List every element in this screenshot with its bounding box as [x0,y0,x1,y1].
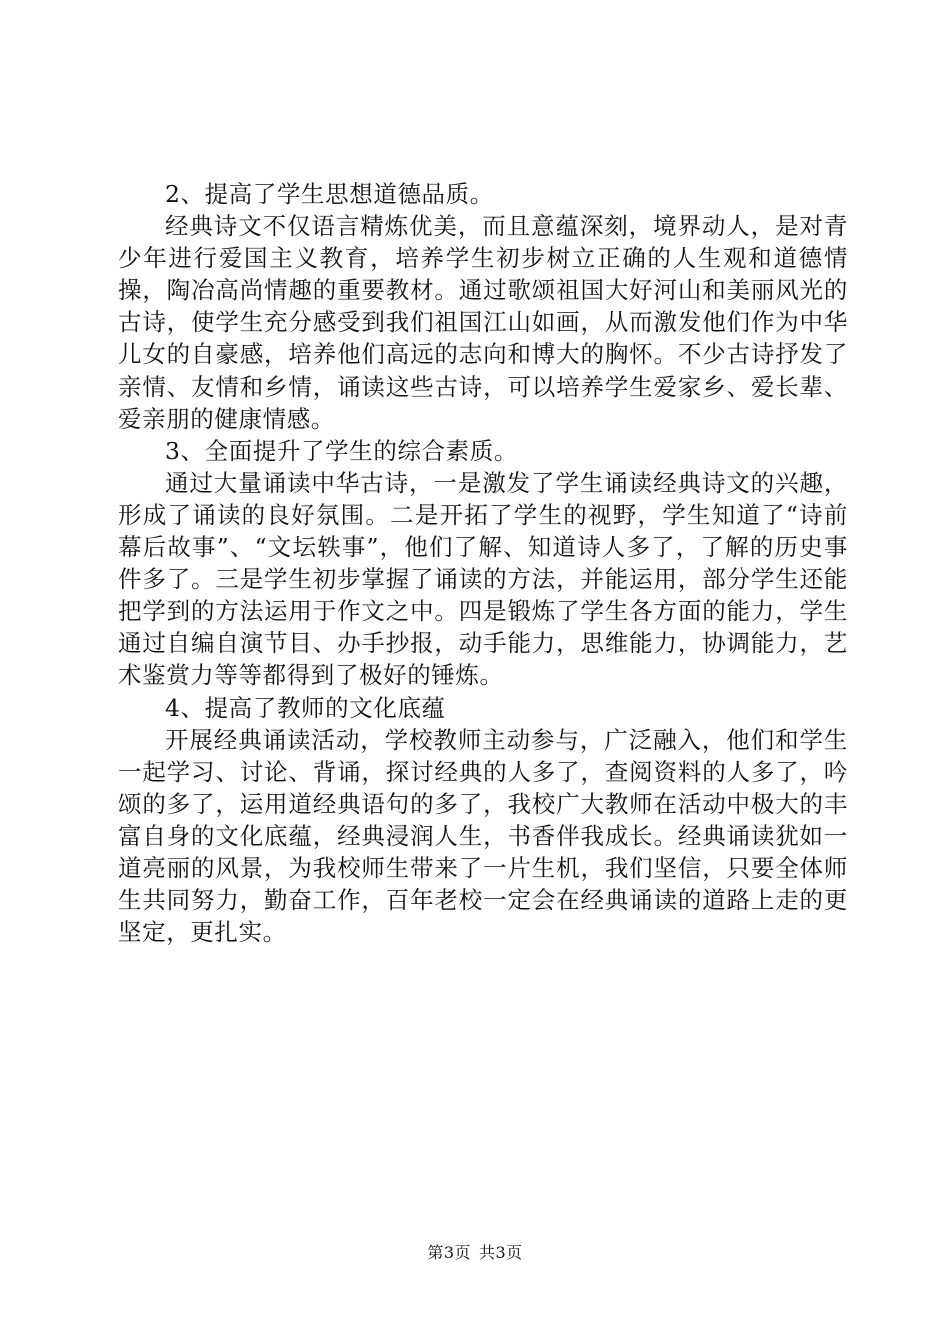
body-paragraph-teacher-culture: 开展经典诵读活动，学校教师主动参与，广泛融入，他们和学生一起学习、讨论、背诵，探讨经典的人多了，查阅资料的人多了，吟颂的多了，运用道经典语句的多了，我校广大教师在活动中极大的丰富自身的文化底蕴，经典浸润人生，书香伴我成长。经典诵读犹如一道亮丽的风景，为我校师生带来了一片生机，我们坚信，只要全体师生共同努力，勤奋工作，百年老校一定会在经典诵读的道路上走的更坚定，更扎实。 [118,725,848,947]
section-heading-3: 3、全面提升了学生的综合素质。 [165,436,518,465]
document-body [118,178,848,948]
section-heading-2: 2、提高了学生思想道德品质。 [165,180,494,208]
section-heading-4: 4、提高了教师的文化底蕴 [165,693,446,722]
page-total: 共3页 [479,1243,523,1262]
page-footer [0,1242,950,1264]
body-paragraph-moral-quality: 经典诗文不仅语言精炼优美，而且意蕴深刻，境界动人，是对青少年进行爱国主义教育，培养学生初步树立正确的人生观和道德情操，陶冶高尚情趣的重要教材。通过歌颂祖国大好河山和美丽风光的古诗，使学生充分感受到我们祖国江山如画，从而激发他们作为中华儿女的自豪感，培养他们高远的志向和博大的胸怀。不少古诗抒发了亲情、友情和乡情，诵读这些古诗，可以培养学生爱家乡、爱长辈、爱亲朋的健康情感。 [118,212,848,433]
page-number: 第3页 [427,1243,471,1262]
body-paragraph-overall-quality: 通过大量诵读中华古诗，一是激发了学生诵读经典诗文的兴趣，形成了诵读的良好氛围。二是开拓了学生的视野，学生知道了“诗前幕后故事”、“文坛轶事”，他们了解、知道诗人多了，了解的历史事件多了。三是学生初步掌握了诵读的方法，并能运用，部分学生还能把学到的方法运用于作文之中。四是锻炼了学生各方面的能力，学生通过自编自演节目、办手抄报，动手能力，思维能力，协调能力，艺术鉴赏力等等都得到了极好的锤炼。 [118,468,848,690]
